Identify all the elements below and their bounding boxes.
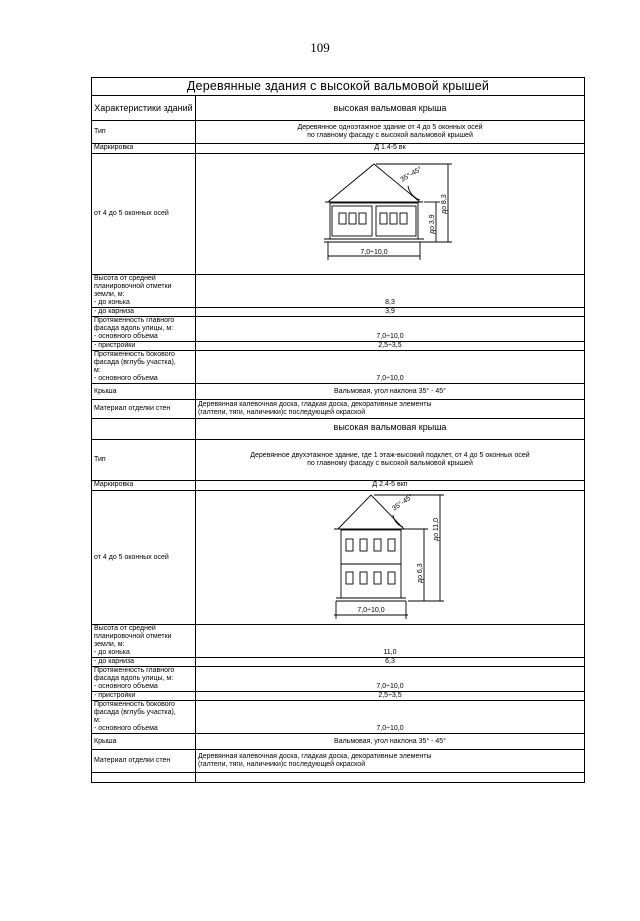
s1-side-len-line2: фасада (вглубь участка),	[94, 359, 176, 366]
s2-height-label	[92, 625, 196, 658]
s1-annex-value: 2,5÷3,5	[196, 342, 585, 351]
header-type-name: высокая вальмовая крыша	[196, 96, 585, 121]
s2-axes-label: от 4 до 5 оконных осей	[92, 491, 196, 625]
s1-type-row	[92, 121, 585, 144]
s1-roof-value: Вальмовая, угол наклона 35° - 45°	[196, 384, 585, 400]
s1-eave-height-text: до 3,9	[429, 214, 436, 234]
house-1-storey-drawing	[196, 154, 584, 274]
s1-height-line2: планировочной отметки	[94, 283, 172, 290]
s1-roof-row	[92, 384, 585, 400]
s2-main-len-line1: Протяженность главного	[94, 667, 175, 674]
s2-side-len-line1: Протяженность бокового	[94, 701, 175, 708]
s2-height-line2: планировочной отметки	[94, 633, 172, 640]
s1-side-len-line4: - основного объема	[94, 375, 158, 382]
s1-type-line1: Деревянное одноэтажное здание от 4 до 5 оконных осей	[297, 124, 483, 131]
s2-side-len-line3: м:	[94, 717, 101, 724]
s1-marking-value: Д 1.4-5 вк	[196, 144, 585, 154]
s2-side-len-line4: - основного объема	[94, 725, 158, 732]
s1-main-len-value: 7,0÷10,0	[196, 317, 585, 342]
s2-header-row	[92, 419, 585, 440]
s2-side-len-row	[92, 701, 585, 734]
s1-eave-label: - до карниза	[92, 308, 196, 317]
s2-type-row	[92, 440, 585, 481]
s1-window	[349, 213, 356, 224]
s1-material-row	[92, 400, 585, 419]
s2-ridge-label: - до конька	[94, 649, 130, 656]
s1-main-len-line2: фасада вдоль улицы, м:	[94, 325, 174, 332]
s2-window	[360, 572, 367, 584]
s2-ridge-value: 11,0	[196, 625, 585, 658]
s2-main-len-line3: - основного объема	[94, 683, 158, 690]
s1-side-len-row	[92, 351, 585, 384]
s2-window	[346, 539, 353, 551]
s1-eave-value: 3,9	[196, 308, 585, 317]
s2-height-line1: Высота от средней	[94, 625, 156, 632]
s2-roof-label: Крыша	[92, 734, 196, 750]
s2-angle-text: 35°-45°	[391, 493, 415, 513]
s1-wall	[330, 203, 418, 239]
s1-side-len-line1: Протяженность бокового	[94, 351, 175, 358]
s2-angle-arc	[393, 515, 403, 527]
s2-window	[388, 572, 395, 584]
s2-drawing-row	[92, 491, 585, 625]
s1-main-len-row	[92, 317, 585, 342]
empty-cell	[92, 773, 196, 783]
s2-marking-value: Д 2.4-5 вкп	[196, 481, 585, 491]
s2-width-text: 7,0÷10,0	[357, 607, 385, 614]
s2-ridge-height-text: до 11,0	[433, 517, 440, 541]
s1-side-len-value: 7,0÷10,0	[196, 351, 585, 384]
s1-angle-text: 35°-45°	[399, 165, 424, 184]
house-2-storey-drawing	[196, 491, 584, 624]
s2-material-line2: (галтели, тяги, наличники)с последующей окраской	[198, 761, 366, 768]
s1-ridge-row	[92, 275, 585, 308]
s1-axes-label: от 4 до 5 оконных осей	[92, 154, 196, 275]
s2-main-len-value: 7,0÷10,0	[196, 667, 585, 692]
s2-window	[374, 539, 381, 551]
s1-window	[359, 213, 366, 224]
s2-side-len-value: 7,0÷10,0	[196, 701, 585, 734]
s1-window	[390, 213, 397, 224]
s1-eave-row	[92, 308, 585, 317]
s2-material-line1: Деревянная калевочная доска, гладкая доска, декоративные элементы	[198, 753, 432, 760]
page-number: 109	[310, 40, 330, 55]
s1-side-len-line3: м:	[94, 367, 101, 374]
s1-type-value	[196, 121, 585, 144]
s1-roof-label: Крыша	[92, 384, 196, 400]
s1-main-len-label	[92, 317, 196, 342]
s1-material-line1: Деревянная калевочная доска, гладкая доска, декоративные элементы	[198, 401, 432, 408]
s2-main-len-row	[92, 667, 585, 692]
s1-main-len-line1: Протяженность главного	[94, 317, 175, 324]
s2-eave-value: 6,3	[196, 658, 585, 667]
s1-height-label	[92, 275, 196, 308]
s1-window-group-right	[376, 206, 416, 236]
s2-eave-height-text: до 6,3	[417, 563, 424, 583]
s1-annex-row	[92, 342, 585, 351]
s2-type-line1: Деревянное двухэтажное здание, где 1 этаж-высокий подклет, от 4 до 5 оконных осей	[250, 452, 530, 459]
s1-ridge-label: - до конька	[94, 299, 130, 306]
s2-ridge-row	[92, 625, 585, 658]
s1-type-label: Тип	[92, 121, 196, 144]
s2-roof-row	[92, 734, 585, 750]
s2-annex-row	[92, 692, 585, 701]
s2-window	[388, 539, 395, 551]
s2-window	[360, 539, 367, 551]
s2-marking-label: Маркировка	[92, 481, 196, 491]
s1-ridge-value: 8,3	[196, 275, 585, 308]
header-row	[92, 96, 585, 121]
s1-roof-outline	[328, 164, 420, 202]
s1-marking-label: Маркировка	[92, 144, 196, 154]
s2-eave-label: - до карниза	[92, 658, 196, 667]
s2-material-value	[196, 750, 585, 773]
s1-material-line2: (галтели, тяги, наличники)с последующей окраской	[198, 409, 366, 416]
s2-marking-row	[92, 481, 585, 491]
s1-window	[400, 213, 407, 224]
s1-drawing-row	[92, 154, 585, 275]
s1-main-len-line3: - основного объема	[94, 333, 158, 340]
s2-annex-label: - пристройки	[92, 692, 196, 701]
s1-drawing-cell	[196, 154, 585, 275]
s1-material-value	[196, 400, 585, 419]
s1-annex-label: - пристройки	[92, 342, 196, 351]
s2-window	[346, 572, 353, 584]
s2-roof-value: Вальмовая, угол наклона 35° - 45°	[196, 734, 585, 750]
empty-row	[92, 773, 585, 783]
title-row	[92, 78, 585, 96]
s1-ridge-height-text: до 8,3	[441, 194, 448, 214]
s2-main-len-label	[92, 667, 196, 692]
s1-type-line2: по главному фасаду с высокой вальмовой крышей	[307, 132, 473, 139]
s1-window	[380, 213, 387, 224]
s1-marking-row	[92, 144, 585, 154]
s2-material-row	[92, 750, 585, 773]
s2-drawing-cell	[196, 491, 585, 625]
s2-type-name: высокая вальмовая крыша	[196, 419, 585, 440]
s1-side-len-label	[92, 351, 196, 384]
s1-height-line3: земли, м:	[94, 291, 125, 298]
header-characteristics: Характеристики зданий	[92, 96, 196, 121]
s1-height-line1: Высота от средней	[94, 275, 156, 282]
s2-type-value	[196, 440, 585, 481]
s1-material-label: Материал отделки стен	[92, 400, 196, 419]
s2-height-line3: земли, м:	[94, 641, 125, 648]
s2-side-len-line2: фасада (вглубь участка),	[94, 709, 176, 716]
s1-width-text: 7,0÷10,0	[360, 249, 388, 256]
s2-header-empty	[92, 419, 196, 440]
empty-cell	[196, 773, 585, 783]
s2-side-len-label	[92, 701, 196, 734]
building-characteristics-table	[91, 77, 585, 783]
s2-eave-row	[92, 658, 585, 667]
s2-type-label: Тип	[92, 440, 196, 481]
s2-material-label: Материал отделки стен	[92, 750, 196, 773]
s2-main-len-line2: фасада вдоль улицы, м:	[94, 675, 174, 682]
s2-window	[374, 572, 381, 584]
s2-type-line2: по главному фасаду с высокой вальмовой крышей	[307, 460, 473, 467]
s1-window	[339, 213, 346, 224]
s2-annex-value: 2,5÷3,5	[196, 692, 585, 701]
table-title: Деревянные здания с высокой вальмовой крышей	[92, 78, 585, 96]
